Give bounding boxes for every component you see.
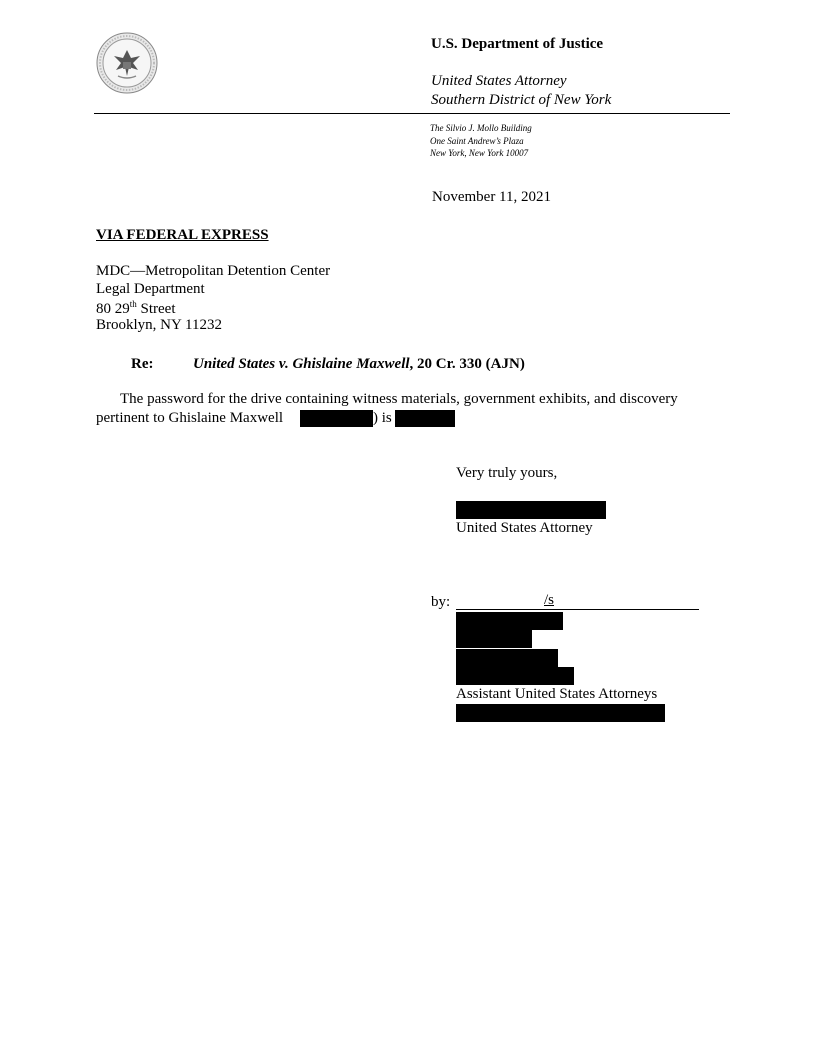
recipient-line-4: Brooklyn, NY 11232 bbox=[96, 317, 222, 333]
redaction-box bbox=[456, 704, 665, 722]
redaction-box bbox=[300, 410, 373, 427]
redaction-box bbox=[456, 612, 563, 630]
agency-name: U.S. Department of Justice bbox=[431, 36, 604, 52]
doj-seal-icon bbox=[96, 32, 158, 94]
letter-date: November 11, 2021 bbox=[432, 189, 552, 205]
delivery-method: VIA FEDERAL EXPRESS bbox=[96, 227, 269, 243]
signer-title-2: Assistant United States Attorneys bbox=[456, 686, 658, 702]
body-line-1: The password for the drive containing witness materials, government exhibits, and discovery bbox=[120, 391, 678, 407]
closing-salutation: Very truly yours, bbox=[456, 465, 558, 481]
re-label: Re: bbox=[131, 356, 154, 372]
redaction-box bbox=[456, 501, 606, 519]
redaction-box bbox=[456, 649, 558, 667]
street-name: Street bbox=[136, 301, 176, 317]
body-line-2-mid: ) is bbox=[373, 410, 392, 426]
ordinal-suffix: th bbox=[129, 299, 137, 309]
address-line-3: New York, New York 10007 bbox=[430, 148, 529, 158]
signature-line bbox=[456, 609, 699, 610]
signer-title-1: United States Attorney bbox=[456, 520, 593, 536]
letterhead-divider bbox=[94, 113, 730, 114]
address-line-2: One Saint Andrew’s Plaza bbox=[430, 136, 524, 146]
recipient-line-3 bbox=[96, 299, 176, 318]
case-number: , 20 Cr. 330 (AJN) bbox=[409, 356, 525, 372]
redaction-box bbox=[456, 667, 574, 685]
office-line-2: Southern District of New York bbox=[431, 92, 612, 108]
redaction-box bbox=[395, 410, 455, 427]
re-case bbox=[193, 356, 525, 373]
street-number: 80 29 bbox=[96, 301, 130, 317]
signature-mark: /s bbox=[544, 592, 555, 608]
body-line-2-start: pertinent to Ghislaine Maxwell bbox=[96, 410, 284, 426]
by-label: by: bbox=[431, 594, 451, 610]
address-line-1: The Silvio J. Mollo Building bbox=[430, 123, 532, 133]
recipient-line-2: Legal Department bbox=[96, 281, 205, 297]
case-name: United States v. Ghislaine Maxwell bbox=[193, 356, 410, 372]
redaction-box bbox=[456, 630, 532, 648]
recipient-line-1: MDC—Metropolitan Detention Center bbox=[96, 263, 331, 279]
office-line-1: United States Attorney bbox=[431, 73, 567, 89]
